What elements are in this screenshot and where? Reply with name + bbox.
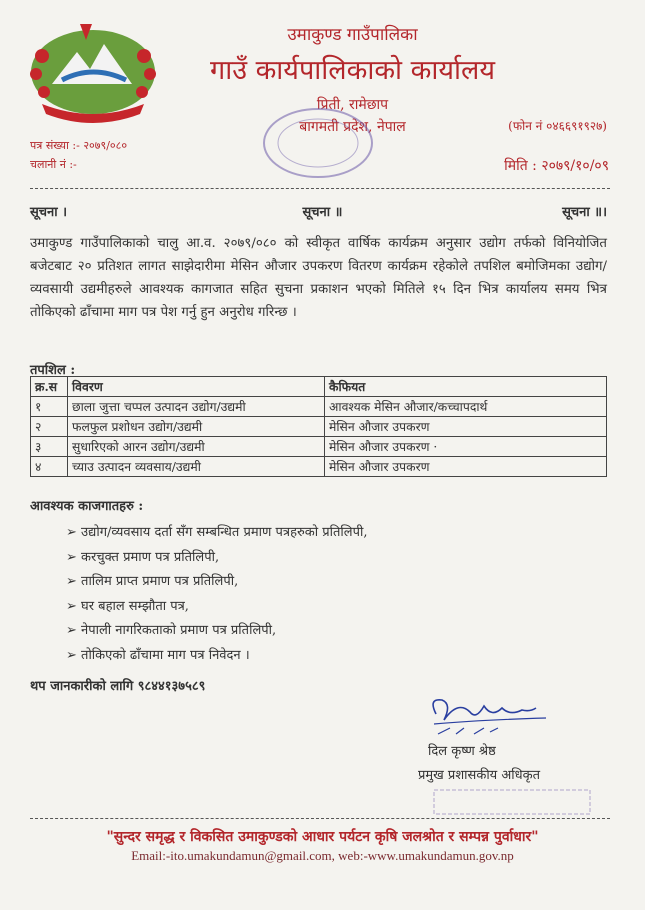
table-header-row bbox=[31, 377, 607, 397]
list-item: ➢ नेपाली नागरिकताको प्रमाण पत्र प्रतिलिपी, bbox=[66, 619, 367, 644]
signature bbox=[418, 690, 558, 740]
cell-description: सुधारिएको आरन उद्योग/उद्यमी bbox=[68, 437, 325, 457]
cell-sn: २ bbox=[31, 417, 68, 437]
cell-description: च्याउ उत्पादन व्यवसाय/उद्यमी bbox=[68, 457, 325, 477]
reference-number: पत्र संख्या :- २०७९/०८० bbox=[30, 139, 128, 152]
notice-label-center: सूचना ॥ bbox=[302, 205, 343, 220]
cell-description: छाला जुत्ता चप्पल उत्पादन उद्योग/उद्यमी bbox=[68, 397, 325, 417]
notice-label-right: सूचना ॥। bbox=[562, 205, 607, 220]
table-row bbox=[31, 457, 607, 477]
dispatch-number: चलानी नं :- bbox=[30, 158, 77, 171]
column-header-description: विवरण bbox=[68, 377, 325, 397]
list-item: ➢ करचुक्त प्रमाण पत्र प्रतिलिपी, bbox=[66, 546, 367, 571]
cell-description: फलफुल प्रशोधन उद्योग/उद्यमी bbox=[68, 417, 325, 437]
letter-date: मिति : २०७९/१०/०९ bbox=[504, 158, 609, 174]
details-heading: तपशिल : bbox=[30, 363, 76, 378]
header-divider bbox=[30, 188, 610, 189]
office-stamp bbox=[258, 103, 378, 183]
column-header-remarks: कैफियत bbox=[325, 377, 607, 397]
phone-number: (फोन नं ०४६६९१९२७) bbox=[508, 119, 607, 133]
cell-sn: १ bbox=[31, 397, 68, 417]
signatory-title: प्रमुख प्रशासकीय अधिकृत bbox=[418, 768, 541, 783]
cell-remarks: मेसिन औजार उपकरण · bbox=[325, 437, 607, 457]
cell-remarks: आवश्यक मेसिन औजार/कच्चापदार्थ bbox=[325, 397, 607, 417]
cell-remarks: मेसिन औजार उपकरण bbox=[325, 457, 607, 477]
column-header-sn: क्र.स bbox=[31, 377, 68, 397]
address-line-2: बागमती प्रदेश, नेपाल bbox=[299, 119, 406, 135]
list-item: ➢ तोकिएको ढाँचामा माग पत्र निवेदन । bbox=[66, 644, 367, 669]
municipality-name: उमाकुण्ड गाउँपालिका bbox=[287, 25, 418, 45]
name-stamp bbox=[432, 788, 592, 816]
cell-sn: ३ bbox=[31, 437, 68, 457]
office-name: गाउँ कार्यपालिकाको कार्यालय bbox=[210, 55, 495, 86]
documents-heading: आवश्यक काजगातहरु : bbox=[30, 499, 144, 514]
table-row bbox=[31, 397, 607, 417]
details-table bbox=[30, 376, 607, 477]
cell-remarks: मेसिन औजार उपकरण bbox=[325, 417, 607, 437]
table-row bbox=[31, 437, 607, 457]
address-line-1: प्रिती, रामेछाप bbox=[316, 97, 389, 113]
notice-body: उमाकुण्ड गाउँपालिकाको चालु आ.व. २०७९/०८० को स्वीकृत वार्षिक कार्यक्रम अनुसार उद्योग तर्फको विनियोजित बजेटबाट २० प्रतिशत लागत साझेदारीमा मेसिन औजार उपकरण वितरण कार्यक्रम रहेकोले तपशिल बमोजिमका उद्योग/व्यवसायी उद्यमीहरुले आवश्यक कागजात सहित सुचना प्रकाशन भएको मितिले १५ दिन भित्र कार्यालय समय भित्र तोकिएको ढाँचामा माग पत्र पेश गर्नु हुन अनुरोध गरिन्छ । bbox=[30, 236, 607, 320]
footer-contact: Email:-ito.umakundamun@gmail.com, web:-www.umakundamun.gov.np bbox=[131, 848, 514, 863]
list-item: ➢ तालिम प्राप्त प्रमाण पत्र प्रतिलिपी, bbox=[66, 570, 367, 595]
table-row bbox=[31, 417, 607, 437]
footer-slogan: "सुन्दर समृद्ध र विकसित उमाकुण्डको आधार पर्यटन कृषि जलश्रोत र सम्पन्न पुर्वाधार" bbox=[106, 829, 539, 845]
cell-sn: ४ bbox=[31, 457, 68, 477]
signatory-name: दिल कृष्ण श्रेष्ठ bbox=[428, 744, 496, 759]
contact-info: थप जानकारीको लागि ९८४४१३७५८९ bbox=[30, 679, 206, 694]
list-item: ➢ घर बहाल सम्झौता पत्र, bbox=[66, 595, 367, 620]
footer-divider bbox=[30, 818, 610, 819]
documents-list bbox=[66, 521, 367, 668]
notice-label-left: सूचना । bbox=[30, 205, 68, 220]
list-item: ➢ उद्योग/व्यवसाय दर्ता सँग सम्बन्धित प्रमाण पत्रहरुको प्रतिलिपी, bbox=[66, 521, 367, 546]
